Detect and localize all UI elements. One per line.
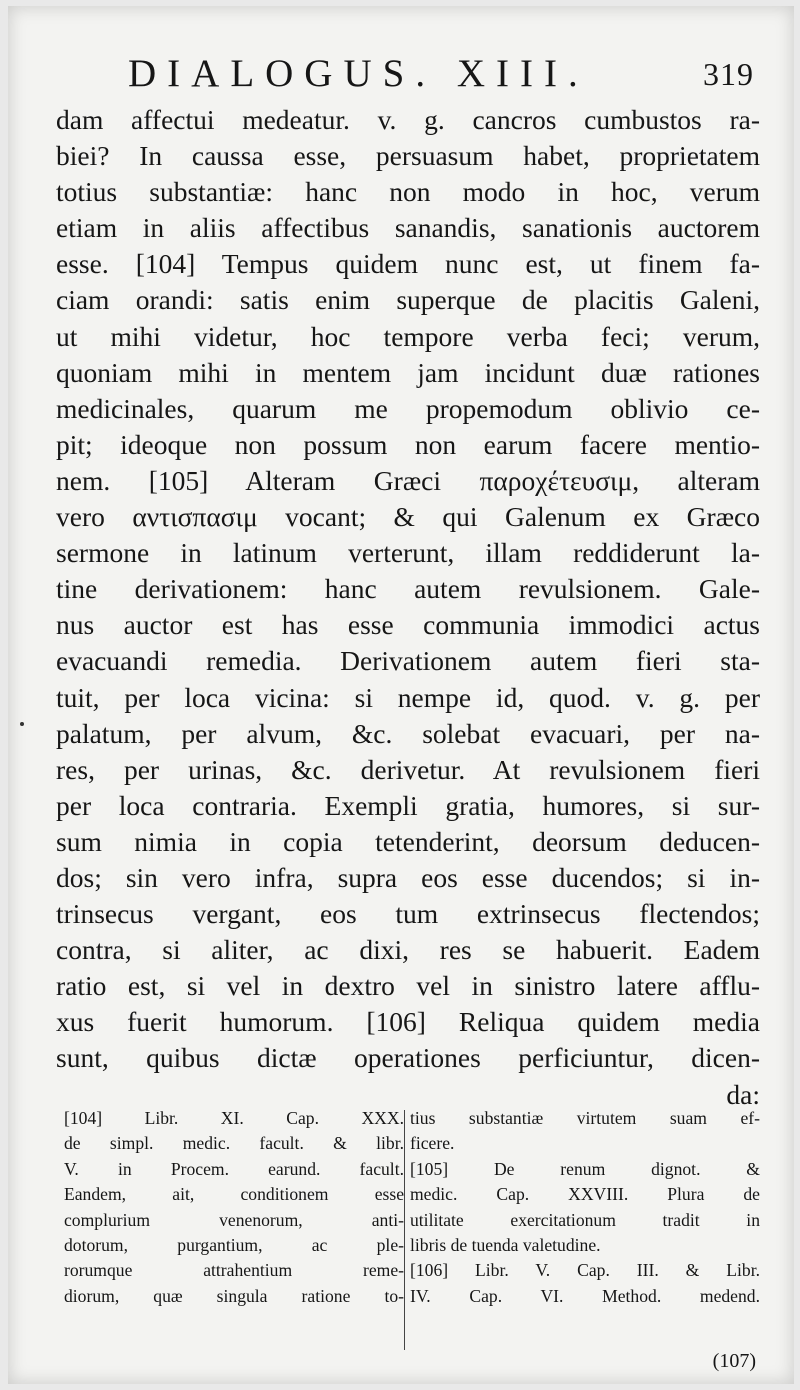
margin-mark xyxy=(20,722,24,726)
footnote-line: IV. Cap. VI. Method. medend. xyxy=(410,1285,760,1306)
text-line: biei? In caussa esse, persuasum habet, proprietatem xyxy=(56,140,760,172)
footnote-line: diorum, quæ singula ratione to- xyxy=(64,1285,404,1306)
text-line: sunt, quibus dictæ operationes perficiuntur, dicen- xyxy=(56,1042,760,1074)
footnotes xyxy=(64,1106,760,1374)
text-line: dam affectui medeatur. v. g. cancros cumbustos ra- xyxy=(56,104,760,135)
footnote-line: [106] Libr. V. Cap. III. & Libr. xyxy=(410,1260,760,1281)
footnote-line: complurium venenorum, anti- xyxy=(64,1209,404,1230)
text-line: nus auctor est has esse communia immodici actus xyxy=(56,609,760,641)
text-line: tine derivationem: hanc autem revulsionem. Gale- xyxy=(56,573,760,605)
text-line: sermone in latinum verterunt, illam reddiderunt la- xyxy=(56,537,760,569)
column-divider xyxy=(404,1110,405,1350)
footnote-column-left xyxy=(64,1106,404,1309)
text-line: res, per urinas, &c. derivetur. At revulsionem fieri xyxy=(56,753,760,785)
text-line: ciam orandi: satis enim superque de placitis Galeni, xyxy=(56,284,760,316)
text-line: etiam in aliis affectibus sanandis, sanationis auctorem xyxy=(56,212,760,244)
footnote-line: ficere. xyxy=(410,1133,455,1154)
text-line: ut mihi videtur, hoc tempore verba feci; verum, xyxy=(56,320,760,352)
footnote-line: Eandem, ait, conditionem esse xyxy=(64,1184,404,1205)
text-line: totius substantiæ: hanc non modo in hoc, verum xyxy=(56,176,760,208)
footnote-line: rorumque attrahentium reme- xyxy=(64,1260,404,1281)
text-line: pit; ideoque non possum non earum facere mentio- xyxy=(56,428,760,460)
footnote-line: de simpl. medic. facult. & libr. xyxy=(64,1133,404,1154)
text-line: esse. [104] Tempus quidem nunc est, ut finem fa- xyxy=(56,248,760,280)
footnote-line: dotorum, purgantium, ac ple- xyxy=(64,1234,404,1255)
footnote-column-right xyxy=(410,1106,760,1309)
running-title: DIALOGUS. XIII. xyxy=(128,52,589,95)
text-line: evacuandi remedia. Derivationem autem fieri sta- xyxy=(56,645,760,677)
text-line: tuit, per loca vicina: si nempe id, quod. v. g. per xyxy=(56,681,760,713)
page-number: 319 xyxy=(703,56,754,92)
footnote-line: tius substantiæ virtutem suam ef- xyxy=(410,1108,760,1128)
footnote-line: medic. Cap. XXVIII. Plura de xyxy=(410,1184,760,1205)
catchword: da: xyxy=(726,1078,760,1110)
text-line: vero αντισπασιμ vocant; & qui Galenum ex Græco xyxy=(56,501,760,533)
text-line: sum nimia in copia tetenderint, deorsum deducen- xyxy=(56,825,760,857)
book-page xyxy=(8,6,794,1384)
footnote-line: utilitate exercitationum tradit in xyxy=(410,1209,760,1230)
text-line: quoniam mihi in mentem jam incidunt duæ rationes xyxy=(56,356,760,388)
text-line: ratio est, si vel in dextro vel in sinistro latere afflu- xyxy=(56,970,760,1002)
footnote-line: [105] De renum dignot. & xyxy=(410,1158,760,1179)
text-line: medicinales, quarum me propemodum oblivio ce- xyxy=(56,392,760,424)
footnote-line: V. in Procem. earund. facult. xyxy=(64,1158,404,1179)
running-head xyxy=(128,46,754,102)
text-line: per loca contraria. Exempli gratia, humores, si sur- xyxy=(56,789,760,821)
footnote-line: [104] Libr. XI. Cap. XXX. xyxy=(64,1108,404,1128)
text-line: palatum, per alvum, &c. solebat evacuari, per na- xyxy=(56,717,760,749)
text-line: dos; sin vero infra, supra eos esse ducendos; si in- xyxy=(56,861,760,893)
main-text xyxy=(56,102,760,1113)
signature-mark: (107) xyxy=(712,1350,756,1372)
text-line: contra, si aliter, ac dixi, res se habuerit. Eadem xyxy=(56,934,760,966)
text-line: xus fuerit humorum. [106] Reliqua quidem media xyxy=(56,1006,760,1038)
footnote-line: libris de tuenda valetudine. xyxy=(410,1234,601,1255)
text-line: trinsecus vergant, eos tum extrinsecus flectendos; xyxy=(56,898,760,930)
text-line: nem. [105] Alteram Græci παροχέτευσιμ, alteram xyxy=(56,464,760,496)
